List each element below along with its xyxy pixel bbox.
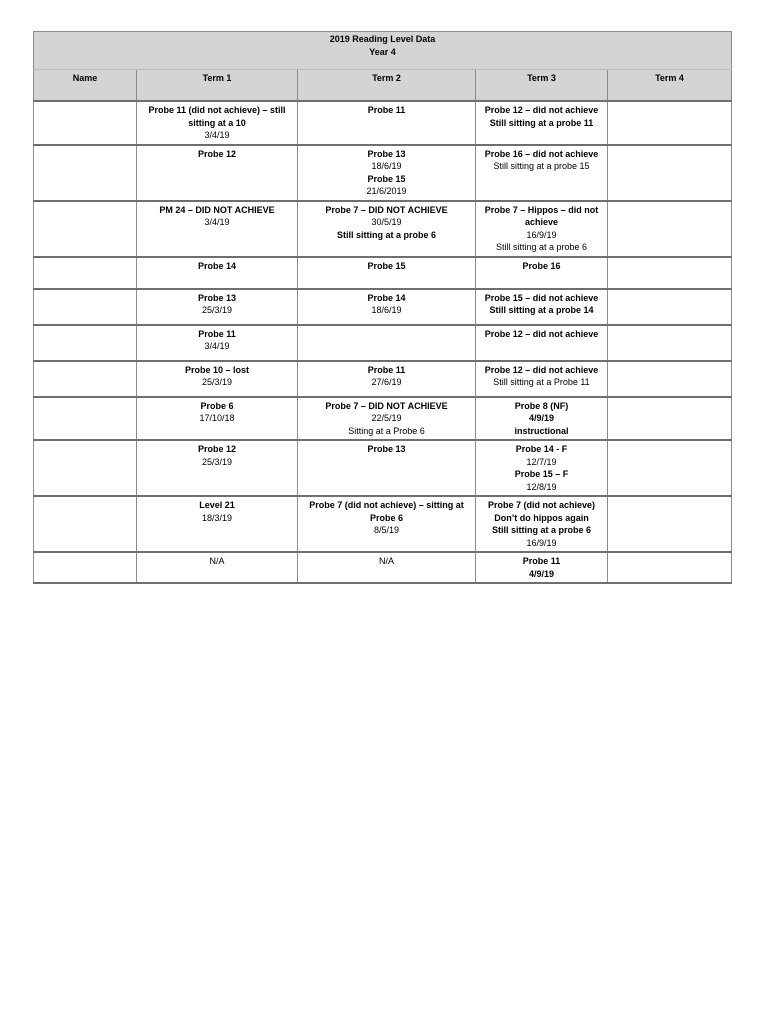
cell-name xyxy=(34,289,137,325)
header-term-2: Term 2 xyxy=(298,70,476,102)
cell-term2 xyxy=(298,257,476,289)
table-row xyxy=(34,101,732,145)
cell-line: Probe 16 xyxy=(522,260,561,271)
cell-term1 xyxy=(137,440,298,496)
cell-term3 xyxy=(476,201,608,257)
cell-line: Probe 16 – did not achieve xyxy=(484,148,599,159)
cell-term4 xyxy=(608,397,732,441)
cell-term3 xyxy=(476,496,608,552)
cell-term2 xyxy=(298,325,476,361)
cell-name xyxy=(34,361,137,397)
cell-term2 xyxy=(298,397,476,441)
cell-line: N/A xyxy=(209,556,225,566)
table-row xyxy=(34,325,732,361)
cell-line: Still sitting at a probe 14 xyxy=(489,305,594,315)
cell-line: Probe 11 xyxy=(198,328,236,339)
cell-term3 xyxy=(476,361,608,397)
table-body xyxy=(34,101,732,583)
table-row xyxy=(34,201,732,257)
cell-line: 8/5/19 xyxy=(373,525,400,535)
cell-line: Level 21 xyxy=(199,500,235,510)
cell-line: Probe 12 – did not achieve xyxy=(484,364,599,375)
cell-line: 3/4/19 xyxy=(204,130,230,140)
cell-line: PM 24 – DID NOT ACHIEVE xyxy=(159,204,275,215)
cell-line: 12/8/19 xyxy=(526,481,557,492)
title-row xyxy=(34,32,732,70)
cell-name xyxy=(34,257,137,289)
cell-line: 25/3/19 xyxy=(201,305,233,315)
cell-line: Probe 15 – did not achieve xyxy=(484,292,599,303)
cell-term4 xyxy=(608,289,732,325)
cell-term2 xyxy=(298,145,476,201)
cell-line: Probe 7 (did not achieve) xyxy=(487,500,596,510)
cell-line: Probe 7 – Hippos – did not achieve xyxy=(484,204,599,227)
table-row xyxy=(34,496,732,552)
cell-name xyxy=(34,325,137,361)
cell-term4 xyxy=(608,257,732,289)
cell-line: Probe 8 (NF) xyxy=(514,400,569,411)
cell-term4 xyxy=(608,325,732,361)
cell-line: Probe 11 xyxy=(367,105,406,115)
cell-name xyxy=(34,496,137,552)
cell-line: Probe 11 xyxy=(367,364,406,375)
cell-line: 27/6/19 xyxy=(371,377,402,387)
cell-line: 18/6/19 xyxy=(371,305,402,315)
cell-line: 3/4/19 xyxy=(204,217,230,227)
cell-term3 xyxy=(476,552,608,583)
cell-line: instructional xyxy=(514,425,569,436)
table-subtitle: Year 4 xyxy=(369,46,396,57)
cell-line: Probe 6 xyxy=(200,400,234,411)
cell-term4 xyxy=(608,552,732,583)
cell-term4 xyxy=(608,361,732,397)
cell-line: N/A xyxy=(378,556,394,566)
cell-line: Probe 13 xyxy=(197,292,237,303)
cell-term2 xyxy=(298,101,476,145)
cell-line: Probe 14 - F xyxy=(515,444,568,454)
cell-line: 4/9/19 xyxy=(528,568,555,579)
cell-term2 xyxy=(298,361,476,397)
cell-term2 xyxy=(298,201,476,257)
cell-term4 xyxy=(608,496,732,552)
cell-term1 xyxy=(137,325,298,361)
header-name: Name xyxy=(34,70,137,102)
cell-name xyxy=(34,101,137,145)
cell-term3 xyxy=(476,440,608,496)
cell-line: 25/3/19 xyxy=(201,377,233,387)
table-row xyxy=(34,361,732,397)
cell-line: Probe 15 xyxy=(367,260,406,271)
header-term-4: Term 4 xyxy=(608,70,732,102)
table-title-cell xyxy=(34,32,732,70)
table-row xyxy=(34,397,732,441)
cell-term4 xyxy=(608,101,732,145)
cell-name xyxy=(34,552,137,583)
cell-name xyxy=(34,201,137,257)
cell-term3 xyxy=(476,101,608,145)
cell-line: Probe 12 xyxy=(197,444,237,454)
cell-line: 18/6/19 xyxy=(371,161,402,171)
header-term-3: Term 3 xyxy=(476,70,608,102)
cell-term4 xyxy=(608,201,732,257)
cell-line: 17/10/18 xyxy=(199,413,235,423)
cell-term1 xyxy=(137,289,298,325)
reading-level-sheet xyxy=(33,31,731,584)
cell-line: Probe 7 (did not achieve) – sitting at Probe 6 xyxy=(309,500,464,523)
table-row xyxy=(34,289,732,325)
cell-line: 3/4/19 xyxy=(204,341,230,351)
cell-name xyxy=(34,145,137,201)
table-row xyxy=(34,145,732,201)
cell-line: Still sitting at a probe 15 xyxy=(493,161,590,171)
cell-term2 xyxy=(298,440,476,496)
table-row xyxy=(34,552,732,583)
cell-term1 xyxy=(137,201,298,257)
cell-line: Probe 14 xyxy=(197,260,237,271)
cell-line: Probe 12 – did not achieve xyxy=(484,328,599,339)
cell-term1 xyxy=(137,361,298,397)
cell-line: Still sitting at a probe 11 xyxy=(489,117,594,128)
cell-term4 xyxy=(608,145,732,201)
cell-term2 xyxy=(298,289,476,325)
cell-line: Probe 13 xyxy=(367,148,406,159)
cell-term3 xyxy=(476,145,608,201)
cell-line: 30/5/19 xyxy=(371,217,402,227)
cell-line: Still sitting at a probe 6 xyxy=(491,525,591,535)
cell-line: 16/9/19 xyxy=(526,537,557,548)
cell-line: Probe 11 xyxy=(522,556,561,566)
cell-line: Probe 12 xyxy=(197,148,237,159)
cell-line: Still sitting at a probe 6 xyxy=(336,229,436,240)
cell-term3 xyxy=(476,397,608,441)
cell-line: 12/7/19 xyxy=(526,456,557,467)
cell-term2 xyxy=(298,552,476,583)
cell-line: 25/3/19 xyxy=(201,456,233,467)
cell-line: Don’t do hippos again xyxy=(494,512,589,523)
cell-term1 xyxy=(137,145,298,201)
cell-term3 xyxy=(476,257,608,289)
header-term-1: Term 1 xyxy=(137,70,298,102)
cell-line: 22/5/19 xyxy=(371,413,402,423)
cell-name xyxy=(34,397,137,441)
cell-line: Probe 15 xyxy=(367,173,406,184)
cell-term4 xyxy=(608,440,732,496)
table-row xyxy=(34,257,732,289)
cell-line: 4/9/19 xyxy=(528,413,555,423)
cell-line: Sitting at a Probe 6 xyxy=(348,425,425,436)
cell-line: Probe 15 – F xyxy=(514,469,569,479)
cell-line: Probe 10 – lost xyxy=(184,364,250,375)
cell-line: Still sitting at a Probe 11 xyxy=(493,377,590,387)
cell-term1 xyxy=(137,397,298,441)
cell-line: Probe 14 xyxy=(367,292,406,303)
reading-level-table xyxy=(33,31,732,584)
cell-line: Probe 12 – did not achieve xyxy=(484,105,599,115)
cell-term1 xyxy=(137,257,298,289)
cell-term3 xyxy=(476,325,608,361)
cell-term3 xyxy=(476,289,608,325)
cell-term1 xyxy=(137,552,298,583)
cell-term1 xyxy=(137,496,298,552)
cell-line: 18/3/19 xyxy=(201,512,233,523)
header-row xyxy=(34,70,732,102)
cell-name xyxy=(34,440,137,496)
cell-line: Probe 7 – DID NOT ACHIEVE xyxy=(325,400,448,411)
cell-term1 xyxy=(137,101,298,145)
cell-line: Probe 13 xyxy=(367,444,406,454)
cell-line: Probe 11 (did not achieve) – still sitting at a 10 xyxy=(148,105,286,128)
table-title: 2019 Reading Level Data xyxy=(329,34,436,44)
cell-term2 xyxy=(298,496,476,552)
cell-line: 21/6/2019 xyxy=(366,186,407,196)
cell-line: Still sitting at a probe 6 xyxy=(495,242,588,252)
cell-line: 16/9/19 xyxy=(526,229,557,240)
table-row xyxy=(34,440,732,496)
cell-line: Probe 7 – DID NOT ACHIEVE xyxy=(325,204,448,215)
